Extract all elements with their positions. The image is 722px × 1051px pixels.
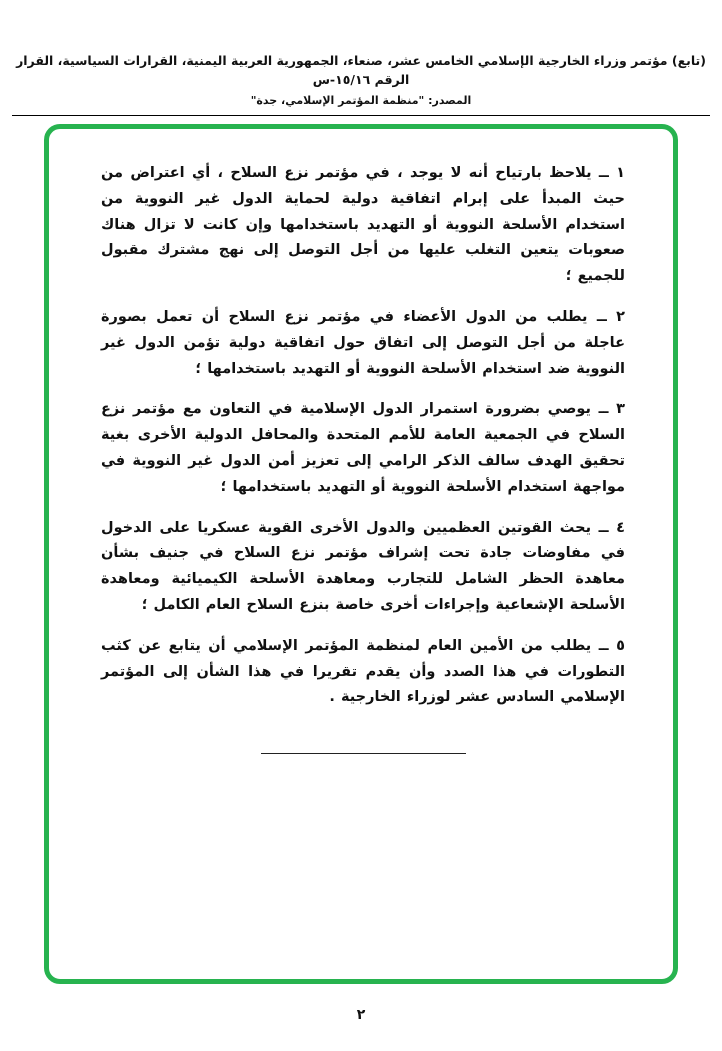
clause-1-number: ١ ــ: [598, 165, 625, 181]
end-of-text-divider: [261, 753, 466, 754]
clause-4: [101, 516, 625, 619]
clause-1-text: يلاحظ بارتياح أنه لا يوجد ، في مؤتمر نزع السلاح ، أي اعتراض من حيث المبدأ على إبرام اتفاقية دولية لحماية الدول غير النووية من استخدام الأسلحة النووية أو التهديد باستخدامها وإن كانت لا تزال هناك صعوبات يتعين التغلب عليها من أجل التوصل إلى نهج مشترك مقبول للجميع ؛: [101, 165, 625, 285]
header-source: المصدر: "منظمة المؤتمر الإسلامي، جدة": [250, 93, 472, 107]
clause-3-number: ٣ ــ: [598, 401, 625, 418]
clause-5-number: ٥ ــ: [598, 637, 625, 654]
resolution-body: [49, 129, 673, 754]
clause-5: [101, 634, 625, 711]
header-divider: [12, 115, 710, 116]
page-number: ٢: [356, 1007, 366, 1023]
clause-4-number: ٤ ــ: [598, 519, 625, 536]
clause-3-text: يوصي بضرورة استمرار الدول الإسلامية في التعاون مع مؤتمر نزع السلاح في الجمعية العامة للأمم المتحدة والمحافل الدولية الأخرى بغية تحقيق الهدف سالف الذكر الرامي إلى تعزيز أمن الدول غير النووية في مواجهة استخدام الأسلحة النووية أو التهديد باستخدامها ؛: [101, 401, 625, 495]
clause-1: [101, 161, 625, 290]
clause-2-number: ٢ ــ: [596, 308, 625, 325]
clause-3: [101, 397, 625, 500]
document-header: [0, 0, 722, 107]
clause-2: [101, 305, 625, 382]
clause-4-text: يحث القوتين العظميين والدول الأخرى القوية عسكريا على الدخول في مفاوضات جادة تحت إشراف مؤتمر نزع السلاح في جنيف بشأن معاهدة الحظر الشامل للتجارب ومعاهدة الأسلحة الكيميائية ومعاهدة الأسلحة الإشعاعية وإجراءات أخرى خاصة بنزع السلاح العام الكامل ؛: [101, 519, 625, 613]
clause-2-text: يطلب من الدول الأعضاء في مؤتمر نزع السلاح أن تعمل بصورة عاجلة من أجل التوصل إلى اتفاق حول اتفاقية دولية تؤمن الدول غير النووية ضد استخدام الأسلحة النووية أو التهديد باستخدامها ؛: [101, 308, 625, 377]
header-title: (تابع) مؤتمر وزراء الخارجية الإسلامي الخامس عشر، صنعاء، الجمهورية العربية اليمنية، القرارات السياسية، القرار الرقم ١٥/١٦-س: [16, 53, 706, 87]
clause-5-text: يطلب من الأمين العام لمنظمة المؤتمر الإسلامي أن يتابع عن كثب التطورات في هذا الصدد وأن يقدم تقريرا في هذا الشأن إلى المؤتمر الإسلامي السادس عشر لوزراء الخارجية .: [101, 637, 625, 706]
content-frame: [44, 124, 678, 984]
